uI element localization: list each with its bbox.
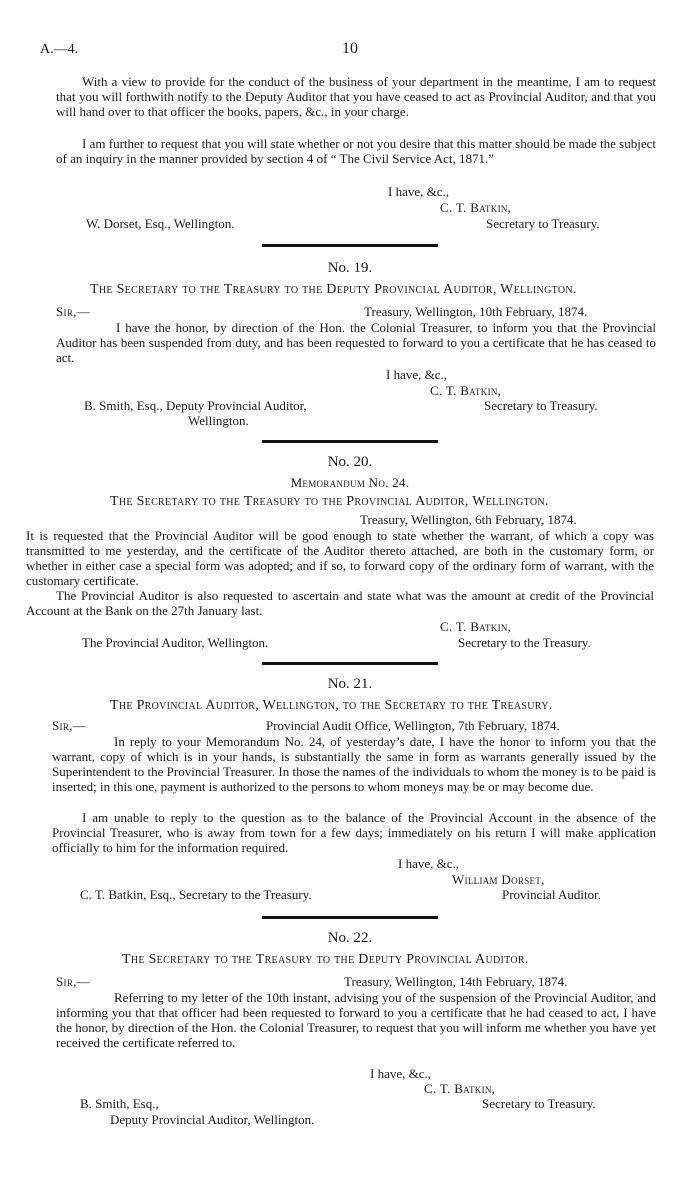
section-divider: [262, 662, 438, 665]
letter-21-body-1: In reply to your Memorandum No. 24, of yesterday’s date, I have the honor to inform you that the warrant, copy of which is in your hands, is substantially the same in form as warrants generally issued by the Superintendent to the Provincial Treasurer. In those the names of the individuals to whom the money is to be paid is inserted; in this one, payment is authorized to the persons to whom moneys may be or may become due.: [52, 734, 656, 794]
letter-20-signer: C. T. Batkin,: [440, 619, 512, 634]
section-divider: [262, 916, 438, 919]
letter-22-place-date: Treasury, Wellington, 14th February, 1874.: [344, 974, 568, 989]
letter-21-signer-title: Provincial Auditor.: [502, 887, 601, 902]
letter-21-salutation: Sir,—: [52, 718, 86, 733]
letter-19-signer-title: Secretary to Treasury.: [484, 398, 598, 413]
letter-20-heading: The Secretary to the Treasury to the Provincial Auditor, Wellington.: [110, 494, 549, 509]
letter-22-addressee-1: B. Smith, Esq.,: [80, 1096, 159, 1111]
letter-22-number: No. 22.: [327, 930, 373, 946]
letter-20-number: No. 20.: [327, 454, 373, 470]
letter-19-place-date: Treasury, Wellington, 10th February, 1874.: [364, 304, 588, 319]
letter-19-addressee-1: B. Smith, Esq., Deputy Provincial Auditor,: [84, 398, 307, 413]
cont-closing: I have, &c.,: [388, 184, 450, 199]
letter-20-body-2: The Provincial Auditor is also requested to ascertain and state what was the amount at credit of the Provincial Account at the Bank on the 27th January last.: [26, 588, 654, 618]
letter-22-signer-title: Secretary to Treasury.: [482, 1096, 596, 1111]
letter-19-addressee-2: Wellington.: [188, 413, 249, 428]
letter-21-body-2: I am unable to reply to the question as to the balance of the Provincial Account in the absence of the Provincial Treasurer, who is away from town for a few days; immediately on his return I will make application officially to him for the information required.: [52, 810, 656, 855]
section-divider: [262, 244, 438, 247]
page-number: 10: [342, 40, 358, 57]
letter-19-number: No. 19.: [327, 260, 373, 276]
letter-21-closing: I have, &c.,: [398, 856, 460, 871]
cont-addressee: W. Dorset, Esq., Wellington.: [86, 216, 235, 231]
letter-21-place-date: Provincial Audit Office, Wellington, 7th February, 1874.: [266, 718, 560, 733]
letter-19-heading: The Secretary to the Treasury to the Deputy Provincial Auditor, Wellington.: [90, 282, 577, 297]
letter-22-closing: I have, &c.,: [370, 1066, 432, 1081]
document-reference: A.—4.: [40, 42, 79, 57]
letter-22-heading: The Secretary to the Treasury to the Deputy Provincial Auditor.: [122, 952, 529, 967]
letter-20-signer-title: Secretary to the Treasury.: [458, 635, 591, 650]
letter-19-signer: C. T. Batkin,: [430, 383, 502, 398]
letter-19-body: I have the honor, by direction of the Hon. the Colonial Treasurer, to inform you that the Provincial Auditor has been suspended from duty, and has been requested to forward to you a certificate that he has ceased to act.: [56, 320, 656, 365]
letter-20-place-date: Treasury, Wellington, 6th February, 1874.: [360, 512, 577, 527]
letter-21-number: No. 21.: [327, 676, 373, 692]
letter-20-addressee: The Provincial Auditor, Wellington.: [82, 635, 269, 650]
letter-22-body: Referring to my letter of the 10th instant, advising you of the suspension of the Provincial Auditor, and informing you that that officer had been requested to forward to you a certificate that he had ceased to act, I have the honor, by direction of the Hon. the Colonial Treasurer, to request that you will inform me whether you have yet received the certificate referred to.: [56, 990, 656, 1050]
letter-22-addressee-2: Deputy Provincial Auditor, Wellington.: [110, 1112, 315, 1127]
letter-21-heading: The Provincial Auditor, Wellington, to the Secretary to the Treasury.: [110, 698, 553, 713]
letter-19-salutation: Sir,—: [56, 304, 90, 319]
cont-paragraph-1: With a view to provide for the conduct of the business of your department in the meantime, I am to request that you will forthwith notify to the Deputy Auditor that you have ceased to act as Provincial Auditor, and that you will hand over to that officer the books, papers, &c., in your charge.: [56, 74, 656, 119]
cont-paragraph-2: I am further to request that you will state whether or not you desire that this matter should be made the subject of an inquiry in the manner provided by section 4 of “ The Civil Service Act, 1871.”: [56, 136, 656, 166]
letter-19-closing: I have, &c.,: [386, 367, 448, 382]
letter-21-signer: William Dorset,: [452, 872, 545, 887]
letter-21-addressee: C. T. Batkin, Esq., Secretary to the Treasury.: [80, 887, 312, 902]
letter-22-salutation: Sir,—: [56, 974, 90, 989]
cont-signer: C. T. Batkin,: [440, 200, 512, 215]
cont-signer-title: Secretary to Treasury.: [486, 216, 600, 231]
section-divider: [262, 440, 438, 443]
letter-20-memo: Memorandum No. 24.: [290, 475, 410, 490]
letter-22-signer: C. T. Batkin,: [424, 1081, 496, 1096]
letter-20-body-1: It is requested that the Provincial Auditor will be good enough to state whether the warrant, of which a copy was transmitted to me yesterday, and the certificate of the Auditor thereto attached, are both in the customary form, or whether in either case a special form was adopted; and if so, to forward copy of the ordinary form of warrant, with the customary certificate.: [26, 528, 654, 588]
